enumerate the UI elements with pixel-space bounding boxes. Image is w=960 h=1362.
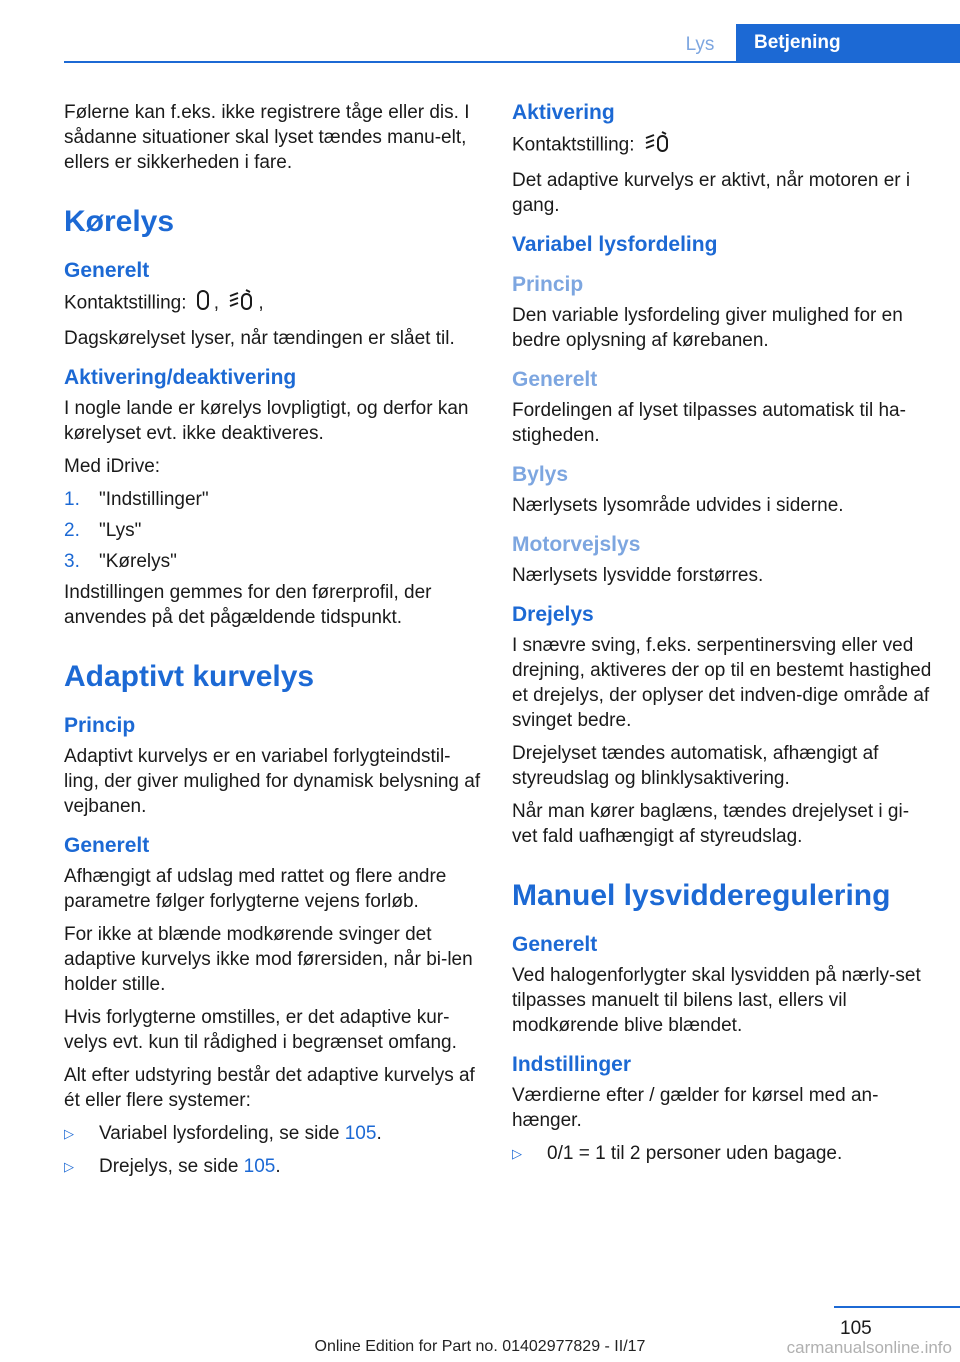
- bullet-end: .: [275, 1156, 281, 1177]
- triangle-bullet-icon: ▷: [64, 1126, 74, 1141]
- heading-adaptivt-kurvelys: Adaptivt kurvelys: [64, 660, 315, 693]
- bylys-paragraph: Nærlysets lysområde udvides i siderne.: [512, 495, 844, 516]
- engine-running-icon: [644, 131, 670, 160]
- triangle-bullet-icon: ▷: [64, 1159, 74, 1174]
- lovpligtigt-paragraph: I nogle lande er kørelys lovpligtigt, og derfor kan kørelyset evt. ikke deaktiveres.: [64, 398, 469, 444]
- intro-paragraph: Følerne kan f.eks. ikke registrere tåge eller dis. I sådanne situationer skal lyset tændes manu-elt, ellers er sikkerheden i fare.: [64, 102, 470, 173]
- motorvejslys-paragraph: Nærlysets lysvidde forstørres.: [512, 565, 764, 586]
- list-item: [64, 1121, 484, 1146]
- triangle-bullet-icon: ▷: [512, 1146, 522, 1161]
- generelt-paragraph-right: Fordelingen af lyset tilpasses automatisk til ha-stigheden.: [512, 400, 906, 446]
- generelt-paragraph-1: Afhængigt af udslag med rattet og flere andre parametre følger forlygterne vejens forløb.: [64, 866, 447, 912]
- list-item: [512, 1141, 932, 1166]
- watermark: carmanualsonline.info: [786, 1338, 952, 1357]
- heading-manuel-lysvidderegulering: Manuel lysvidderegulering: [512, 879, 891, 912]
- generelt-paragraph-3: Hvis forlygterne omstilles, er det adaptive kur-velys evt. kun til rådighed i begrænset omfang.: [64, 1007, 457, 1053]
- steps-list: [64, 487, 484, 574]
- indstillinger-list: [512, 1141, 932, 1166]
- heading-generelt: Generelt: [64, 259, 150, 282]
- generelt-paragraph-2: For ikke at blænde modkørende svinger det adaptive kurvelys ikke mod førersiden, når bi-len holder stille.: [64, 924, 473, 995]
- list-item: [64, 1154, 484, 1179]
- kontakt-separator-2: ,: [258, 292, 264, 314]
- engine-running-icon: [228, 289, 254, 318]
- idrive-paragraph: Med iDrive:: [64, 456, 161, 477]
- kontakt-separator: ,: [213, 292, 220, 314]
- step-number: 1.: [64, 489, 80, 510]
- kontakt-label: Kontaktstilling:: [512, 134, 635, 156]
- left-column: [64, 100, 484, 1187]
- heading-bylys: Bylys: [512, 463, 569, 486]
- heading-generelt-right: Generelt: [512, 368, 598, 391]
- right-column: [512, 100, 932, 1174]
- heading-drejelys: Drejelys: [512, 603, 594, 626]
- bullet-end: .: [376, 1123, 382, 1144]
- header-tab-chapter: Betjening: [736, 24, 960, 61]
- generelt-paragraph-4: Alt efter udstyring består det adaptive kurvelys af ét eller flere systemer:: [64, 1065, 475, 1111]
- bullet-text: Drejelys, se side: [99, 1156, 244, 1177]
- list-item: [64, 518, 484, 543]
- gemmes-paragraph: Indstillingen gemmes for den førerprofil, der anvendes på det pågældende tidspunkt.: [64, 582, 432, 628]
- drejelys-paragraph-1: I snævre sving, f.eks. serpentinersving eller ved drejning, aktiveres der op til en bestemt hastighed et drejelys, der oplyser det indven-dige område af svinget bedre.: [512, 635, 932, 731]
- heading-indstillinger: Indstillinger: [512, 1053, 632, 1076]
- heading-generelt-manuel: Generelt: [512, 933, 598, 956]
- heading-generelt-2: Generelt: [64, 834, 150, 857]
- step-text: "Lys": [99, 520, 142, 541]
- heading-motorvejslys: Motorvejslys: [512, 533, 641, 556]
- list-item: [64, 549, 484, 574]
- step-text: "Indstillinger": [99, 489, 209, 510]
- bullet-text: 0/1 = 1 til 2 personer uden bagage.: [547, 1143, 843, 1164]
- princip-paragraph-right: Den variable lysfordeling giver mulighed for en bedre oplysning af kørebanen.: [512, 305, 903, 351]
- header-tab-section: Lys: [685, 34, 715, 55]
- heading-aktivering-deaktivering: Aktivering/deaktivering: [64, 366, 297, 389]
- kontakt-label: Kontaktstilling:: [64, 292, 187, 314]
- kontakt-line-right: [512, 131, 932, 160]
- bullet-text: Variabel lysfordeling, se side: [99, 1123, 345, 1144]
- manuel-paragraph: Ved halogenforlygter skal lysvidden på nærly-set tilpasses manuelt til bilens last, ellers vil modkørende blive blændet.: [512, 965, 921, 1036]
- step-text: "Kørelys": [99, 551, 177, 572]
- step-number: 2.: [64, 520, 80, 541]
- dags-paragraph: Dagskørelyset lyser, når tændingen er slået til.: [64, 328, 455, 349]
- step-number: 3.: [64, 551, 80, 572]
- header-rule: [64, 61, 960, 63]
- heading-princip-right: Princip: [512, 273, 584, 296]
- heading-princip: Princip: [64, 714, 136, 737]
- heading-variabel-lysfordeling: Variabel lysfordeling: [512, 233, 718, 256]
- drejelys-paragraph-3: Når man kører baglæns, tændes drejelyset i gi-vet fald uafhængigt af styreudslag.: [512, 801, 910, 847]
- ignition-key-icon: [196, 289, 210, 318]
- heading-korelys: Kørelys: [64, 205, 175, 238]
- drejelys-paragraph-2: Drejelyset tændes automatisk, afhængigt af styreudslag og blinklysaktivering.: [512, 743, 879, 789]
- systems-list: [64, 1121, 484, 1179]
- kontakt-line: [64, 289, 484, 318]
- heading-aktivering: Aktivering: [512, 101, 615, 124]
- page-link[interactable]: 105: [243, 1156, 276, 1177]
- page-link[interactable]: 105: [344, 1123, 377, 1144]
- aktiv-paragraph: Det adaptive kurvelys er aktivt, når motoren er i gang.: [512, 170, 911, 216]
- page-number: 105: [840, 1318, 872, 1339]
- footer-rule: [834, 1306, 960, 1308]
- list-item: [64, 487, 484, 512]
- edition-footer: Online Edition for Part no. 01402977829 - II/17: [314, 1338, 646, 1355]
- princip-paragraph: Adaptivt kurvelys er en variabel forlygteindstil-ling, der giver mulighed for dynamisk belysning af vejbanen.: [64, 746, 481, 817]
- indstillinger-paragraph: Værdierne efter / gælder for kørsel med an-hænger.: [512, 1085, 879, 1131]
